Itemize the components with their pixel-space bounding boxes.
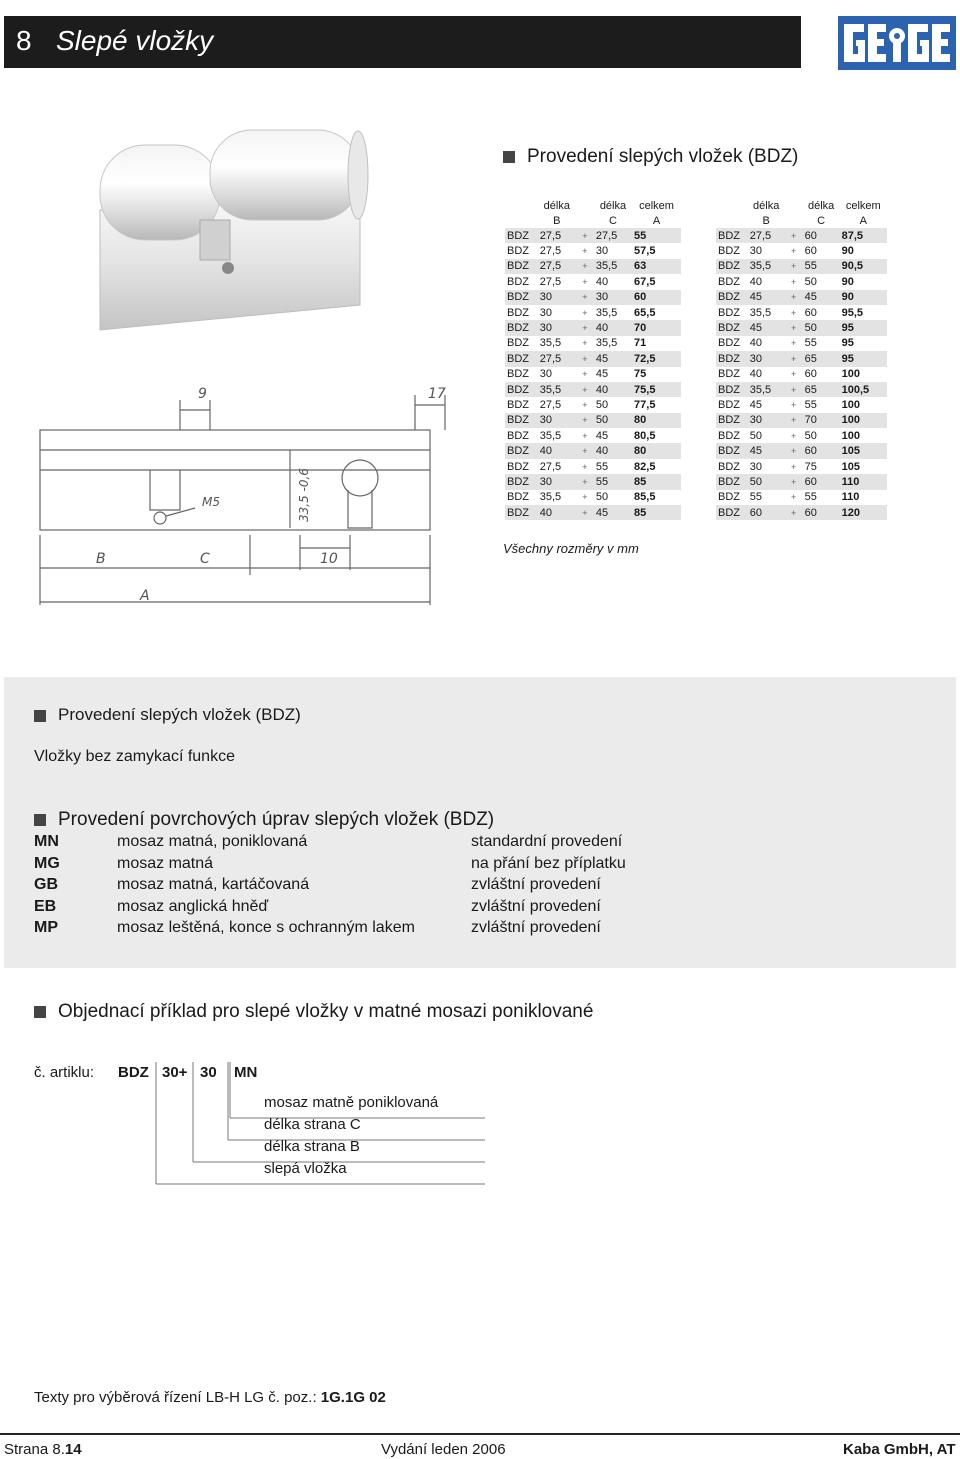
row-plus: +	[582, 507, 588, 518]
square-bullet-icon	[34, 1006, 46, 1018]
table-row	[505, 259, 681, 274]
row-total: 90	[841, 275, 854, 288]
row-length-c: 35,5	[595, 306, 618, 319]
row-total: 95,5	[841, 306, 864, 319]
technical-drawing	[20, 370, 460, 630]
row-total: 60	[634, 291, 647, 304]
row-length-c: 55	[804, 491, 817, 504]
table-row	[716, 505, 887, 520]
row-length-b: 27,5	[749, 229, 772, 242]
row-plus: +	[582, 476, 588, 487]
table-row	[716, 243, 887, 258]
row-length-c: 45	[804, 291, 817, 304]
col-head-a: A	[652, 214, 661, 227]
finish-description: mosaz matná, kartáčovaná	[117, 876, 310, 893]
edition-date: Vydání leden 2006	[381, 1441, 506, 1458]
finish-code: GB	[34, 876, 58, 893]
description-text: Vložky bez zamykací funkce	[34, 748, 235, 765]
col-head-total: celkem	[639, 199, 674, 212]
row-length-c: 27,5	[595, 229, 618, 242]
footer-divider	[0, 1433, 960, 1435]
row-length-c: 40	[595, 275, 609, 288]
table-row	[505, 228, 681, 243]
legend-length-c: délka strana C	[264, 1116, 361, 1133]
dimensions-note: Všechny rozměry v mm	[503, 541, 639, 556]
row-length-c: 75	[804, 460, 817, 473]
row-length-c: 60	[804, 229, 817, 242]
row-length-c: 40	[595, 445, 609, 458]
row-length-c: 50	[595, 398, 609, 411]
row-plus: +	[791, 399, 797, 410]
row-length-c: 65	[804, 352, 817, 365]
row-type: BDZ	[507, 229, 529, 242]
table-row	[505, 367, 681, 382]
row-total: 85,5	[634, 491, 656, 504]
table-row	[505, 382, 681, 397]
row-type: BDZ	[507, 337, 529, 350]
table-row	[716, 228, 887, 243]
section-heading-top: Provedení slepých vložek (BDZ)	[503, 146, 798, 168]
row-type: BDZ	[718, 491, 740, 504]
row-total: 77,5	[634, 398, 656, 411]
row-plus: +	[791, 369, 797, 380]
row-length-c: 50	[804, 322, 817, 335]
legend-finish: mosaz matně poniklovaná	[264, 1094, 439, 1111]
row-plus: +	[582, 446, 588, 457]
row-type: BDZ	[718, 245, 740, 258]
row-length-b: 55	[749, 491, 762, 504]
row-total: 65,5	[634, 306, 656, 319]
row-total: 100	[841, 398, 860, 411]
table-row	[505, 428, 681, 443]
row-type: BDZ	[507, 275, 529, 288]
row-length-c: 55	[804, 337, 817, 350]
finish-note: zvláštní provedení	[471, 876, 601, 893]
row-type: BDZ	[507, 322, 529, 335]
row-length-b: 35,5	[539, 337, 562, 350]
row-type: BDZ	[718, 306, 740, 319]
row-type: BDZ	[718, 429, 740, 442]
row-length-c: 50	[595, 414, 609, 427]
row-type: BDZ	[507, 398, 529, 411]
row-length-c: 35,5	[595, 260, 618, 273]
row-plus: +	[791, 323, 797, 334]
table-row	[505, 274, 681, 289]
row-plus: +	[791, 446, 797, 457]
legend-blind-cylinder: slepá vložka	[264, 1160, 347, 1177]
row-total: 110	[841, 475, 860, 488]
row-length-c: 30	[595, 245, 609, 258]
row-plus: +	[791, 292, 797, 303]
row-length-c: 40	[595, 322, 609, 335]
row-length-c: 50	[804, 275, 817, 288]
order-heading: Objednací příklad pro slepé vložky v matné mosazi poniklované	[34, 1001, 593, 1023]
row-length-b: 27,5	[539, 398, 562, 411]
table-row	[505, 490, 681, 505]
row-type: BDZ	[507, 245, 529, 258]
row-plus: +	[582, 276, 588, 287]
row-plus: +	[582, 261, 588, 272]
row-length-b: 40	[749, 275, 762, 288]
finishes-heading: Provedení povrchových úprav slepých vložek (BDZ)	[34, 809, 494, 831]
row-type: BDZ	[718, 506, 740, 519]
row-plus: +	[791, 261, 797, 272]
finish-note: na přání bez příplatku	[471, 854, 626, 872]
finish-code: MP	[34, 919, 58, 936]
row-type: BDZ	[718, 475, 740, 488]
row-length-b: 45	[749, 445, 762, 458]
table-row	[716, 305, 887, 320]
row-length-c: 70	[804, 414, 817, 427]
row-total: 105	[841, 445, 860, 458]
row-type: BDZ	[507, 429, 529, 442]
row-type: BDZ	[507, 414, 529, 427]
row-length-b: 30	[539, 414, 552, 427]
row-length-c: 60	[804, 245, 817, 258]
row-length-c: 50	[595, 491, 609, 504]
table-row	[505, 459, 681, 474]
row-plus: +	[582, 369, 588, 380]
row-length-b: 40	[749, 337, 762, 350]
dim-a-label: A	[140, 588, 150, 604]
row-length-b: 40	[539, 506, 552, 519]
square-bullet-icon	[34, 710, 46, 722]
article-number-row	[34, 1064, 94, 1081]
row-total: 75,5	[634, 383, 656, 396]
row-length-b: 27,5	[539, 245, 562, 258]
row-type: BDZ	[507, 475, 529, 488]
finish-description: mosaz matná	[117, 854, 214, 872]
table-row	[716, 320, 887, 335]
row-total: 100	[841, 429, 860, 442]
square-bullet-icon	[503, 151, 515, 163]
table-row	[505, 474, 681, 489]
finish-code: EB	[34, 897, 57, 915]
row-length-b: 27,5	[539, 260, 562, 273]
row-total: 100	[841, 368, 860, 381]
row-length-c: 55	[804, 260, 817, 273]
table-row	[505, 351, 681, 366]
table-row	[505, 290, 681, 305]
row-length-c: 30	[595, 291, 609, 304]
row-total: 90	[841, 245, 854, 258]
row-total: 100,5	[841, 383, 870, 396]
table-row	[716, 413, 887, 428]
row-length-b: 30	[539, 306, 552, 319]
row-total: 71	[634, 337, 647, 350]
table-row	[716, 474, 887, 489]
row-type: BDZ	[718, 460, 740, 473]
row-length-b: 27,5	[539, 275, 562, 288]
dim-17-label: 17	[428, 386, 446, 402]
row-length-c: 60	[804, 506, 817, 519]
row-total: 80,5	[634, 429, 656, 442]
dimension-table-left	[505, 198, 681, 520]
table-row	[716, 274, 887, 289]
row-plus: +	[582, 415, 588, 426]
row-type: BDZ	[718, 322, 740, 335]
finish-note: zvláštní provedení	[471, 919, 601, 936]
row-plus: +	[791, 507, 797, 518]
gege-logo	[838, 16, 956, 70]
col-head-c: C	[608, 214, 617, 227]
row-plus: +	[582, 338, 588, 349]
col-head-b: B	[553, 214, 561, 227]
row-plus: +	[582, 384, 588, 395]
row-length-b: 27,5	[539, 229, 562, 242]
row-length-b: 27,5	[539, 460, 562, 473]
cylinder-photo	[60, 100, 400, 380]
page-number: Strana 8.14	[4, 1441, 82, 1458]
col-head-length-c: délka	[807, 199, 835, 212]
row-plus: +	[791, 476, 797, 487]
row-plus: +	[791, 276, 797, 287]
row-length-b: 30	[749, 245, 762, 258]
row-plus: +	[791, 246, 797, 257]
row-plus: +	[791, 384, 797, 395]
finish-description: mosaz matná, poniklovaná	[117, 833, 308, 850]
row-type: BDZ	[507, 383, 529, 396]
row-length-b: 40	[539, 445, 552, 458]
row-type: BDZ	[718, 368, 740, 381]
row-length-c: 45	[595, 352, 609, 365]
tender-code: 1G.1G 02	[320, 1389, 386, 1406]
row-plus: +	[791, 353, 797, 364]
row-length-b: 30	[539, 368, 552, 381]
row-total: 95	[841, 337, 854, 350]
row-type: BDZ	[507, 506, 529, 519]
row-length-c: 50	[804, 429, 817, 442]
row-total: 100	[841, 414, 860, 427]
row-plus: +	[791, 492, 797, 503]
col-head-a: A	[859, 214, 867, 227]
table-row	[716, 428, 887, 443]
row-total: 95	[841, 352, 854, 365]
row-type: BDZ	[507, 352, 529, 365]
description-heading: Provedení slepých vložek (BDZ)	[34, 705, 301, 725]
table-row	[716, 336, 887, 351]
row-length-b: 50	[749, 475, 762, 488]
table-row	[505, 413, 681, 428]
dimension-table-right	[716, 198, 887, 520]
row-type: BDZ	[507, 368, 529, 381]
row-type: BDZ	[718, 260, 740, 273]
page-title: Slepé vložky	[56, 25, 214, 56]
table-row	[716, 397, 887, 412]
table-row	[505, 505, 681, 520]
row-length-c: 55	[804, 398, 817, 411]
row-length-b: 35,5	[749, 260, 772, 273]
row-length-c: 55	[595, 460, 609, 473]
dim-c-label: C	[200, 551, 210, 567]
row-length-c: 60	[804, 445, 817, 458]
row-length-c: 45	[595, 368, 609, 381]
row-total: 110	[841, 491, 860, 504]
table-row	[716, 290, 887, 305]
header-bar	[4, 16, 801, 68]
row-type: BDZ	[507, 260, 529, 273]
table-row	[505, 243, 681, 258]
row-total: 85	[634, 506, 647, 519]
row-total: 57,5	[634, 245, 656, 258]
dim-10-label: 10	[320, 551, 338, 567]
finish-note: zvláštní provedení	[471, 897, 601, 915]
table-row	[505, 305, 681, 320]
article-part-bdz: BDZ	[118, 1064, 149, 1081]
square-bullet-icon	[34, 814, 46, 826]
table-row	[505, 320, 681, 335]
row-type: BDZ	[718, 414, 740, 427]
row-length-b: 35,5	[539, 491, 562, 504]
row-length-b: 45	[749, 291, 762, 304]
article-part-b: 30+	[162, 1064, 188, 1081]
row-length-c: 55	[595, 475, 609, 488]
row-length-b: 30	[749, 352, 762, 365]
chapter-number: 8	[16, 25, 32, 56]
row-type: BDZ	[718, 383, 740, 396]
row-length-c: 60	[804, 368, 817, 381]
dim-height-label: 33,5 -0,6	[297, 468, 311, 522]
row-plus: +	[582, 323, 588, 334]
dim-9-label: 9	[198, 386, 207, 402]
legend-length-b: délka strana B	[264, 1138, 360, 1155]
row-length-b: 30	[539, 475, 552, 488]
row-length-b: 40	[749, 368, 762, 381]
row-plus: +	[791, 307, 797, 318]
row-length-c: 45	[595, 506, 609, 519]
row-length-b: 45	[749, 398, 762, 411]
row-type: BDZ	[718, 337, 740, 350]
row-length-b: 30	[539, 291, 552, 304]
row-length-c: 40	[595, 383, 609, 396]
row-total: 70	[634, 322, 647, 335]
table-row	[716, 351, 887, 366]
row-total: 63	[634, 260, 647, 273]
row-type: BDZ	[507, 306, 529, 319]
row-plus: +	[582, 246, 588, 257]
row-length-b: 30	[539, 322, 552, 335]
row-length-b: 60	[749, 506, 762, 519]
finish-note: standardní provedení	[471, 833, 623, 850]
row-length-b: 27,5	[539, 352, 562, 365]
finish-code: MN	[34, 833, 59, 850]
row-total: 75	[634, 368, 647, 381]
company-name: Kaba GmbH, AT	[843, 1441, 956, 1458]
row-total: 72,5	[634, 352, 656, 365]
row-total: 120	[841, 506, 860, 519]
article-part-c: 30	[200, 1064, 217, 1081]
row-type: BDZ	[718, 229, 740, 242]
row-total: 90,5	[841, 260, 864, 273]
row-length-c: 60	[804, 475, 817, 488]
table-row	[716, 490, 887, 505]
row-total: 55	[634, 229, 647, 242]
finish-description: mosaz anglická hněď	[117, 897, 269, 915]
row-length-b: 50	[749, 429, 762, 442]
table-row	[716, 259, 887, 274]
row-total: 82,5	[634, 460, 656, 473]
row-length-c: 45	[595, 429, 609, 442]
row-length-b: 30	[749, 414, 762, 427]
row-total: 85	[634, 475, 647, 488]
row-plus: +	[791, 415, 797, 426]
row-total: 80	[634, 414, 647, 427]
row-plus: +	[582, 492, 588, 503]
col-head-b: B	[762, 214, 770, 227]
row-type: BDZ	[718, 445, 740, 458]
row-plus: +	[582, 353, 588, 364]
row-length-b: 30	[749, 460, 762, 473]
table-row	[716, 382, 887, 397]
row-plus: +	[791, 430, 797, 441]
col-head-c: C	[817, 214, 826, 227]
row-plus: +	[582, 399, 588, 410]
row-type: BDZ	[718, 352, 740, 365]
row-length-b: 35,5	[539, 429, 562, 442]
table-row	[716, 443, 887, 458]
row-type: BDZ	[507, 460, 529, 473]
row-length-c: 35,5	[595, 337, 618, 350]
row-total: 105	[841, 460, 860, 473]
row-total: 87,5	[841, 229, 864, 242]
finish-description: mosaz leštěná, konce s ochranným lakem	[117, 919, 415, 936]
row-plus: +	[582, 307, 588, 318]
row-type: BDZ	[507, 445, 529, 458]
row-total: 95	[841, 322, 854, 335]
row-total: 67,5	[634, 275, 656, 288]
row-length-b: 35,5	[539, 383, 562, 396]
col-head-length-b: délka	[543, 199, 570, 212]
row-plus: +	[582, 230, 588, 241]
table-row	[716, 367, 887, 382]
row-type: BDZ	[718, 291, 740, 304]
row-plus: +	[791, 461, 797, 472]
table-row	[505, 443, 681, 458]
row-length-b: 35,5	[749, 383, 772, 396]
row-type: BDZ	[507, 491, 529, 504]
row-plus: +	[791, 338, 797, 349]
row-total: 90	[841, 291, 854, 304]
row-type: BDZ	[718, 275, 740, 288]
col-head-total: celkem	[845, 199, 881, 212]
row-length-b: 45	[749, 322, 762, 335]
row-plus: +	[582, 461, 588, 472]
col-head-length-c: délka	[599, 199, 627, 212]
finish-code: MG	[34, 854, 60, 872]
row-plus: +	[582, 430, 588, 441]
col-head-length-b: délka	[753, 199, 780, 212]
article-part-finish: MN	[234, 1064, 258, 1081]
row-length-c: 65	[804, 383, 817, 396]
dim-b-label: B	[96, 551, 106, 567]
table-row	[716, 459, 887, 474]
row-type: BDZ	[718, 398, 740, 411]
tender-text-row: Texty pro výběrová řízení LB-H LG č. poz.: 1G.1G 02	[34, 1389, 386, 1406]
table-row	[505, 336, 681, 351]
row-plus: +	[582, 292, 588, 303]
row-length-b: 35,5	[749, 306, 772, 319]
row-length-c: 60	[804, 306, 817, 319]
m5-label: M5	[202, 495, 220, 509]
table-row	[505, 397, 681, 412]
row-plus: +	[791, 230, 797, 241]
row-total: 80	[634, 445, 647, 458]
article-label: č. artiklu:	[34, 1064, 95, 1081]
row-type: BDZ	[507, 291, 529, 304]
